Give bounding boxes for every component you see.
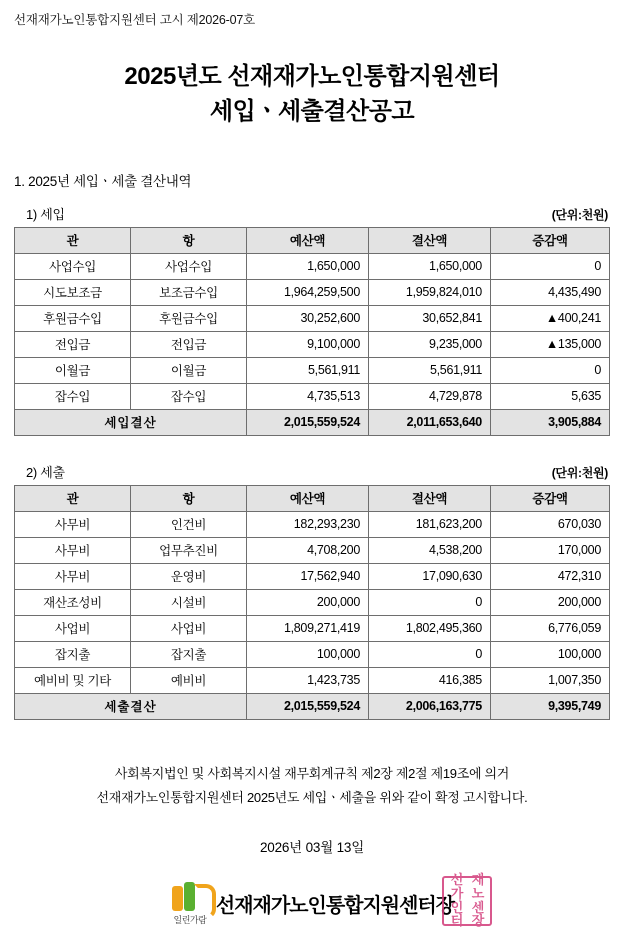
cell-settlement: 0: [369, 641, 491, 667]
seal-char: 선: [450, 872, 463, 888]
cell-difference: 472,310: [490, 563, 609, 589]
title-line-2: 세입ㆍ세출결산공고: [209, 97, 415, 125]
column-header-difference: 증감액: [490, 485, 609, 511]
expense-table: [14, 485, 610, 720]
cell-hang: 사업비: [131, 615, 247, 641]
cell-settlement: 4,729,878: [369, 383, 491, 409]
cell-difference: 6,776,059: [490, 615, 609, 641]
issue-date: 2026년 03월 13일: [259, 839, 365, 855]
official-seal-icon: [442, 872, 492, 928]
seal-char: 장: [471, 913, 484, 928]
table-row: [15, 383, 610, 409]
column-header-hang: 항: [131, 227, 247, 253]
cell-hang: 시설비: [131, 589, 247, 615]
cell-hang: 잡지출: [131, 641, 247, 667]
cell-gwan: 후원금수입: [15, 305, 131, 331]
total-settlement: 2,006,163,775: [369, 693, 491, 719]
table-row: [15, 563, 610, 589]
expense-unit: (단위:천원): [551, 465, 608, 480]
cell-budget: 1,809,271,419: [247, 615, 369, 641]
column-header-difference: 증감액: [490, 227, 609, 253]
signer-name: 선재재가노인통합지원센터장: [215, 894, 455, 917]
revenue-unit: (단위:천원): [551, 207, 608, 222]
signature-block: [14, 872, 610, 928]
table-row: [15, 305, 610, 331]
cell-settlement: 416,385: [369, 667, 491, 693]
cell-difference: 170,000: [490, 537, 609, 563]
cell-budget: 17,562,940: [247, 563, 369, 589]
cell-gwan: 시도보조금: [15, 279, 131, 305]
cell-settlement: 17,090,630: [369, 563, 491, 589]
section-heading: 1. 2025년 세입ㆍ세출 결산내역: [14, 173, 192, 189]
total-budget: 2,015,559,524: [247, 693, 369, 719]
cell-budget: 5,561,911: [247, 357, 369, 383]
organization-logo: [170, 882, 210, 925]
cell-hang: 인건비: [131, 511, 247, 537]
cell-hang: 사업수입: [131, 253, 247, 279]
cell-difference: 4,435,490: [490, 279, 609, 305]
cell-gwan: 잡지출: [15, 641, 131, 667]
revenue-table: [14, 227, 610, 436]
cell-difference: 670,030: [490, 511, 609, 537]
table-row: [15, 667, 610, 693]
table-row: [15, 615, 610, 641]
cell-budget: 4,708,200: [247, 537, 369, 563]
table-header-row: [15, 227, 610, 253]
cell-difference: 5,635: [490, 383, 609, 409]
cell-gwan: 사업수입: [15, 253, 131, 279]
cell-difference: 0: [490, 357, 609, 383]
title-line-1: 2025년도 선재재가노인통합지원센터: [124, 63, 500, 90]
cell-settlement: 1,959,824,010: [369, 279, 491, 305]
total-label: 세입결산: [15, 409, 247, 435]
table-row: [15, 331, 610, 357]
column-header-gwan: 관: [15, 227, 131, 253]
cell-settlement: 30,652,841: [369, 305, 491, 331]
cell-budget: 30,252,600: [247, 305, 369, 331]
total-budget: 2,015,559,524: [247, 409, 369, 435]
seal-char: 노: [471, 886, 484, 902]
cell-hang: 보조금수입: [131, 279, 247, 305]
table-row: [15, 641, 610, 667]
expense-subheader: [14, 462, 610, 481]
cell-settlement: 4,538,200: [369, 537, 491, 563]
closing-line-2: 선재재가노인통합지원센터 2025년도 세입ㆍ세출을 위와 같이 확정 고시합니다.: [96, 789, 528, 805]
cell-settlement: 5,561,911: [369, 357, 491, 383]
logo-caption: 일린가람: [173, 914, 207, 925]
table-total-row: [15, 409, 610, 435]
cell-difference: 200,000: [490, 589, 609, 615]
cell-budget: 100,000: [247, 641, 369, 667]
cell-difference: 100,000: [490, 641, 609, 667]
column-header-budget: 예산액: [247, 485, 369, 511]
seal-char: 인: [450, 899, 463, 915]
cell-gwan: 사무비: [15, 537, 131, 563]
closing-statement: [14, 762, 610, 810]
table-total-row: [15, 693, 610, 719]
cell-gwan: 예비비 및 기타: [15, 667, 131, 693]
revenue-label: 1) 세입: [26, 206, 65, 222]
seal-char: 가: [450, 886, 463, 902]
cell-budget: 1,964,259,500: [247, 279, 369, 305]
column-header-gwan: 관: [15, 485, 131, 511]
cell-hang: 이월금: [131, 357, 247, 383]
cell-difference: ▲135,000: [490, 331, 609, 357]
total-settlement: 2,011,653,640: [369, 409, 491, 435]
cell-settlement: 181,623,200: [369, 511, 491, 537]
total-difference: 3,905,884: [490, 409, 609, 435]
cell-budget: 182,293,230: [247, 511, 369, 537]
table-row: [15, 511, 610, 537]
logo-mark-icon: [170, 882, 210, 914]
cell-difference: 1,007,350: [490, 667, 609, 693]
cell-gwan: 전입금: [15, 331, 131, 357]
expense-label: 2) 세출: [26, 464, 65, 480]
column-header-hang: 항: [131, 485, 247, 511]
seal-char: 터: [450, 913, 463, 928]
seal-char: 센: [471, 899, 484, 915]
cell-gwan: 이월금: [15, 357, 131, 383]
cell-budget: 4,735,513: [247, 383, 369, 409]
cell-budget: 9,100,000: [247, 331, 369, 357]
cell-difference: 0: [490, 253, 609, 279]
cell-budget: 1,423,735: [247, 667, 369, 693]
seal-char: 재: [471, 872, 484, 888]
cell-gwan: 사업비: [15, 615, 131, 641]
cell-hang: 전입금: [131, 331, 247, 357]
table-row: [15, 537, 610, 563]
cell-gwan: 재산조성비: [15, 589, 131, 615]
cell-gwan: 잡수입: [15, 383, 131, 409]
table-row: [15, 589, 610, 615]
revenue-subheader: [14, 204, 610, 223]
column-header-settlement: 결산액: [369, 485, 491, 511]
cell-difference: ▲400,241: [490, 305, 609, 331]
cell-hang: 운영비: [131, 563, 247, 589]
cell-hang: 업무추진비: [131, 537, 247, 563]
column-header-budget: 예산액: [247, 227, 369, 253]
table-row: [15, 357, 610, 383]
cell-settlement: 0: [369, 589, 491, 615]
cell-settlement: 1,650,000: [369, 253, 491, 279]
table-row: [15, 279, 610, 305]
total-label: 세출결산: [15, 693, 247, 719]
cell-budget: 1,650,000: [247, 253, 369, 279]
cell-budget: 200,000: [247, 589, 369, 615]
total-difference: 9,395,749: [490, 693, 609, 719]
cell-gwan: 사무비: [15, 563, 131, 589]
cell-hang: 잡수입: [131, 383, 247, 409]
notice-number: 선재재가노인통합지원센터 고시 제2026-07호: [14, 13, 256, 27]
column-header-settlement: 결산액: [369, 227, 491, 253]
table-row: [15, 253, 610, 279]
cell-settlement: 9,235,000: [369, 331, 491, 357]
cell-settlement: 1,802,495,360: [369, 615, 491, 641]
cell-gwan: 사무비: [15, 511, 131, 537]
document-title: [14, 60, 610, 130]
cell-hang: 예비비: [131, 667, 247, 693]
cell-hang: 후원금수입: [131, 305, 247, 331]
closing-line-1: 사회복지법인 및 사회복지시설 재무회계규칙 제2장 제2절 제19조에 의거: [114, 765, 510, 781]
table-header-row: [15, 485, 610, 511]
